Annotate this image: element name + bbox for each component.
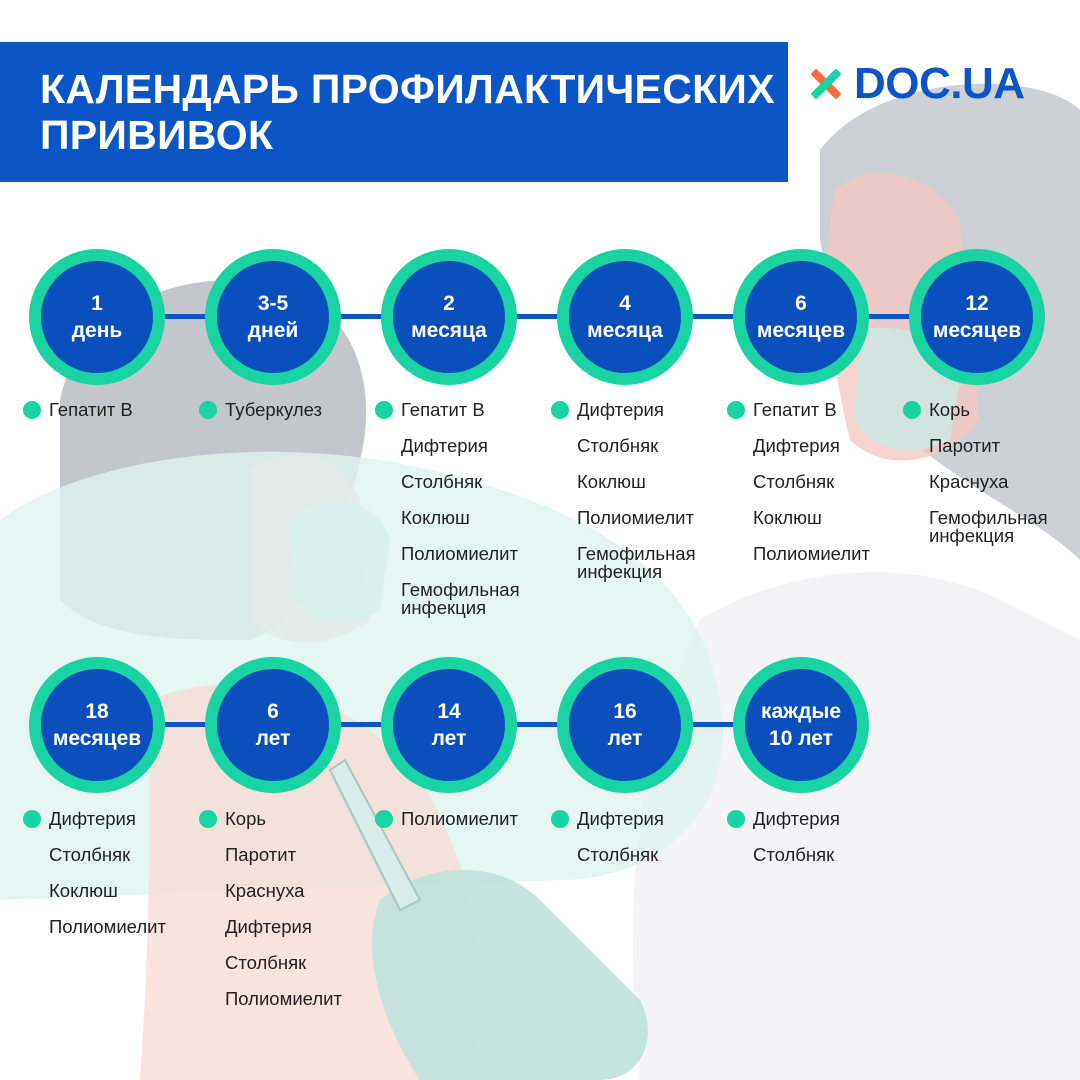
stage-circle (557, 249, 693, 385)
list-item (551, 473, 721, 491)
bullet-dot (375, 401, 393, 419)
vaccine-name: Краснуха (225, 880, 305, 901)
list-item (199, 954, 369, 972)
bullet-dot (727, 810, 745, 828)
bullet-dot (903, 401, 921, 419)
vaccine-name: Паротит (225, 844, 297, 865)
vaccine-name: Гепатит В (401, 399, 485, 420)
list-item (551, 437, 721, 455)
list-item (727, 846, 897, 864)
vaccine-name: Дифтерия (753, 808, 840, 829)
vaccine-name: Туберкулез (225, 399, 322, 420)
vaccine-list (551, 401, 721, 599)
bullet-dot (727, 401, 745, 419)
vaccine-name: Столбняк (577, 435, 659, 456)
bullet-dot (551, 401, 569, 419)
list-item (23, 918, 193, 936)
stage-age-label: 12 месяцев (932, 292, 1022, 342)
list-item (727, 473, 897, 491)
list-item (551, 545, 721, 581)
vaccine-name: Дифтерия (225, 916, 312, 937)
vaccine-name: Полиомиелит (577, 507, 694, 528)
stage-age-label: каждые 10 лет (760, 700, 842, 750)
vaccine-name: Паротит (929, 435, 1001, 456)
stage-circle (205, 657, 341, 793)
vaccine-list (375, 401, 545, 635)
list-item (551, 401, 721, 419)
list-item (375, 581, 545, 617)
list-item (199, 846, 369, 864)
stage-circle (381, 657, 517, 793)
stage-age-label: 3-5 дней (247, 292, 299, 342)
plus-logo-icon (806, 64, 846, 104)
list-item (903, 437, 1073, 455)
vaccine-name: Столбняк (49, 844, 131, 865)
stage-age-label: 2 месяца (411, 292, 487, 342)
vaccine-name: Полиомиелит (225, 988, 342, 1009)
list-item (23, 401, 193, 419)
stage-age-label: 4 месяца (587, 292, 663, 342)
vaccine-name: Коклюш (401, 507, 470, 528)
vaccine-list (23, 810, 193, 954)
list-item (199, 882, 369, 900)
vaccine-name: Столбняк (753, 844, 835, 865)
list-item (23, 846, 193, 864)
list-item (23, 882, 193, 900)
list-item (375, 437, 545, 455)
stage-circle (381, 249, 517, 385)
list-item (199, 810, 369, 828)
list-item (551, 846, 721, 864)
stage-circle (29, 657, 165, 793)
list-item (375, 545, 545, 563)
vaccine-name: Коклюш (577, 471, 646, 492)
list-item (551, 810, 721, 828)
bullet-dot (23, 810, 41, 828)
list-item (375, 401, 545, 419)
vaccine-name: Краснуха (929, 471, 1009, 492)
stage-circle (29, 249, 165, 385)
stage-age-label: 6 месяцев (756, 292, 846, 342)
list-item (23, 810, 193, 828)
vaccine-name: Полиомиелит (401, 808, 518, 829)
vaccine-name: Коклюш (49, 880, 118, 901)
list-item (903, 473, 1073, 491)
list-item (727, 545, 897, 563)
bullet-dot (199, 810, 217, 828)
list-item (727, 810, 897, 828)
list-item (903, 509, 1073, 545)
bullet-dot (551, 810, 569, 828)
list-item (375, 473, 545, 491)
list-item (199, 990, 369, 1008)
list-item (727, 401, 897, 419)
vaccine-list (727, 810, 897, 882)
vaccine-list (551, 810, 721, 882)
bullet-dot (199, 401, 217, 419)
vaccine-name: Дифтерия (401, 435, 488, 456)
stage-circle (557, 657, 693, 793)
vaccine-name: Гемофильная инфекция (401, 579, 520, 618)
vaccine-name: Столбняк (753, 471, 835, 492)
vaccine-name: Дифтерия (753, 435, 840, 456)
vaccine-list (727, 401, 897, 581)
stage-circle (205, 249, 341, 385)
stage-circle (733, 657, 869, 793)
list-item (199, 401, 369, 419)
title-banner (0, 42, 788, 182)
vaccine-name: Столбняк (577, 844, 659, 865)
list-item (199, 918, 369, 936)
vaccine-name: Полиомиелит (49, 916, 166, 937)
vaccine-name: Полиомиелит (753, 543, 870, 564)
brand-logo (806, 59, 1025, 108)
logo-text: DOC.UA (854, 59, 1025, 108)
vaccine-name: Полиомиелит (401, 543, 518, 564)
stage-circle (733, 249, 869, 385)
vaccine-list (23, 401, 193, 437)
stage-circle (909, 249, 1045, 385)
vaccine-name: Дифтерия (49, 808, 136, 829)
vaccine-name: Гемофильная инфекция (577, 543, 696, 582)
bullet-dot (23, 401, 41, 419)
vaccine-name: Гемофильная инфекция (929, 507, 1048, 546)
vaccine-name: Гепатит В (49, 399, 133, 420)
vaccine-list (903, 401, 1073, 563)
page-title: КАЛЕНДАРЬ ПРОФИЛАКТИЧЕСКИХ ПРИВИВОК (40, 66, 775, 158)
bullet-dot (375, 810, 393, 828)
vaccine-name: Коклюш (753, 507, 822, 528)
stage-age-label: 14 лет (431, 700, 467, 750)
stage-age-label: 6 лет (255, 700, 291, 750)
vaccine-name: Корь (929, 399, 970, 420)
list-item (551, 509, 721, 527)
list-item (727, 437, 897, 455)
vaccine-name: Дифтерия (577, 399, 664, 420)
stage-age-label: 1 день (71, 292, 123, 342)
list-item (903, 401, 1073, 419)
stage-age-label: 16 лет (607, 700, 643, 750)
vaccine-name: Столбняк (225, 952, 307, 973)
vaccine-list (375, 810, 545, 846)
vaccine-list (199, 401, 369, 437)
vaccine-list (199, 810, 369, 1026)
list-item (727, 509, 897, 527)
stage-age-label: 18 месяцев (52, 700, 142, 750)
vaccine-name: Дифтерия (577, 808, 664, 829)
vaccine-name: Гепатит В (753, 399, 837, 420)
vaccine-name: Столбняк (401, 471, 483, 492)
list-item (375, 810, 545, 828)
vaccine-name: Корь (225, 808, 266, 829)
list-item (375, 509, 545, 527)
